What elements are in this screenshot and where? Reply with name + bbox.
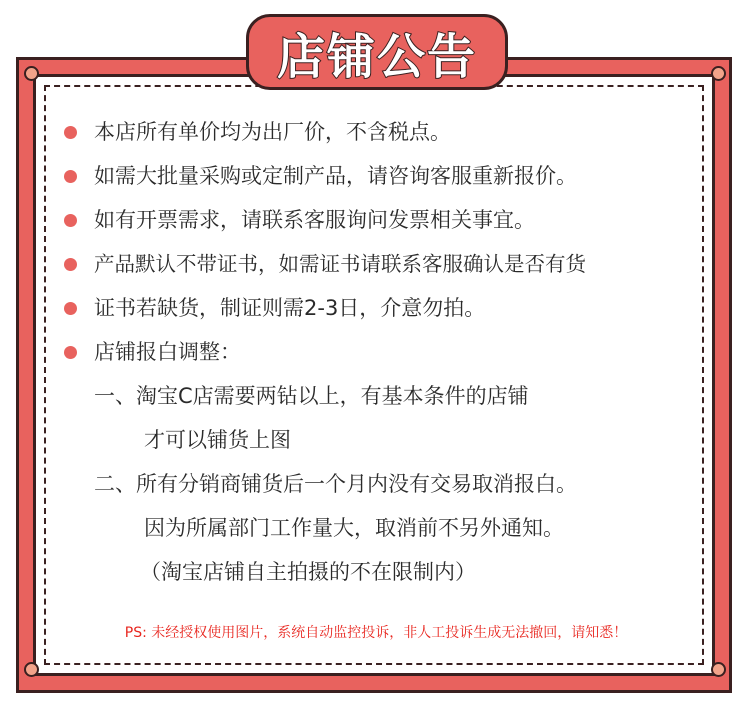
bullet-icon (64, 346, 77, 359)
adjustment-item: 因为所属部门工作量大，取消前不另外通知。 (144, 516, 564, 540)
corner-dot-icon (24, 66, 39, 81)
notice-item: 如需大批量采购或定制产品，请咨询客服重新报价。 (94, 164, 577, 188)
adjustment-item: 二、所有分销商铺货后一个月内没有交易取消报白。 (94, 472, 577, 496)
notice-item: 证书若缺货，制证则需2-3日，介意勿拍。 (94, 296, 486, 320)
title-banner (246, 14, 508, 90)
bullet-icon (64, 258, 77, 271)
notice-item: 本店所有单价均为出厂价，不含税点。 (94, 120, 451, 144)
adjustment-item: 一、淘宝C店需要两钻以上，有基本条件的店铺 (94, 384, 529, 408)
page-title: 店铺公告 (276, 28, 477, 85)
adjustment-item: 才可以铺货上图 (144, 428, 291, 452)
notice-item: 如有开票需求，请联系客服询问发票相关事宜。 (94, 208, 535, 232)
adjustment-item: （淘宝店铺自主拍摄的不在限制内） (140, 560, 476, 584)
ps-disclaimer: PS: 未经授权使用图片，系统自动监控投诉，非人工投诉生成无法撤回，请知悉！ (124, 625, 628, 641)
notice-item: 店铺报白调整： (94, 340, 241, 364)
bullet-icon (64, 302, 77, 315)
bullet-icon (64, 126, 77, 139)
corner-dot-icon (24, 662, 39, 677)
notice-frame (16, 57, 732, 693)
corner-dot-icon (711, 662, 726, 677)
bullet-icon (64, 214, 77, 227)
bullet-icon (64, 170, 77, 183)
notice-item: 产品默认不带证书，如需证书请联系客服确认是否有货 (94, 252, 586, 276)
corner-dot-icon (711, 66, 726, 81)
